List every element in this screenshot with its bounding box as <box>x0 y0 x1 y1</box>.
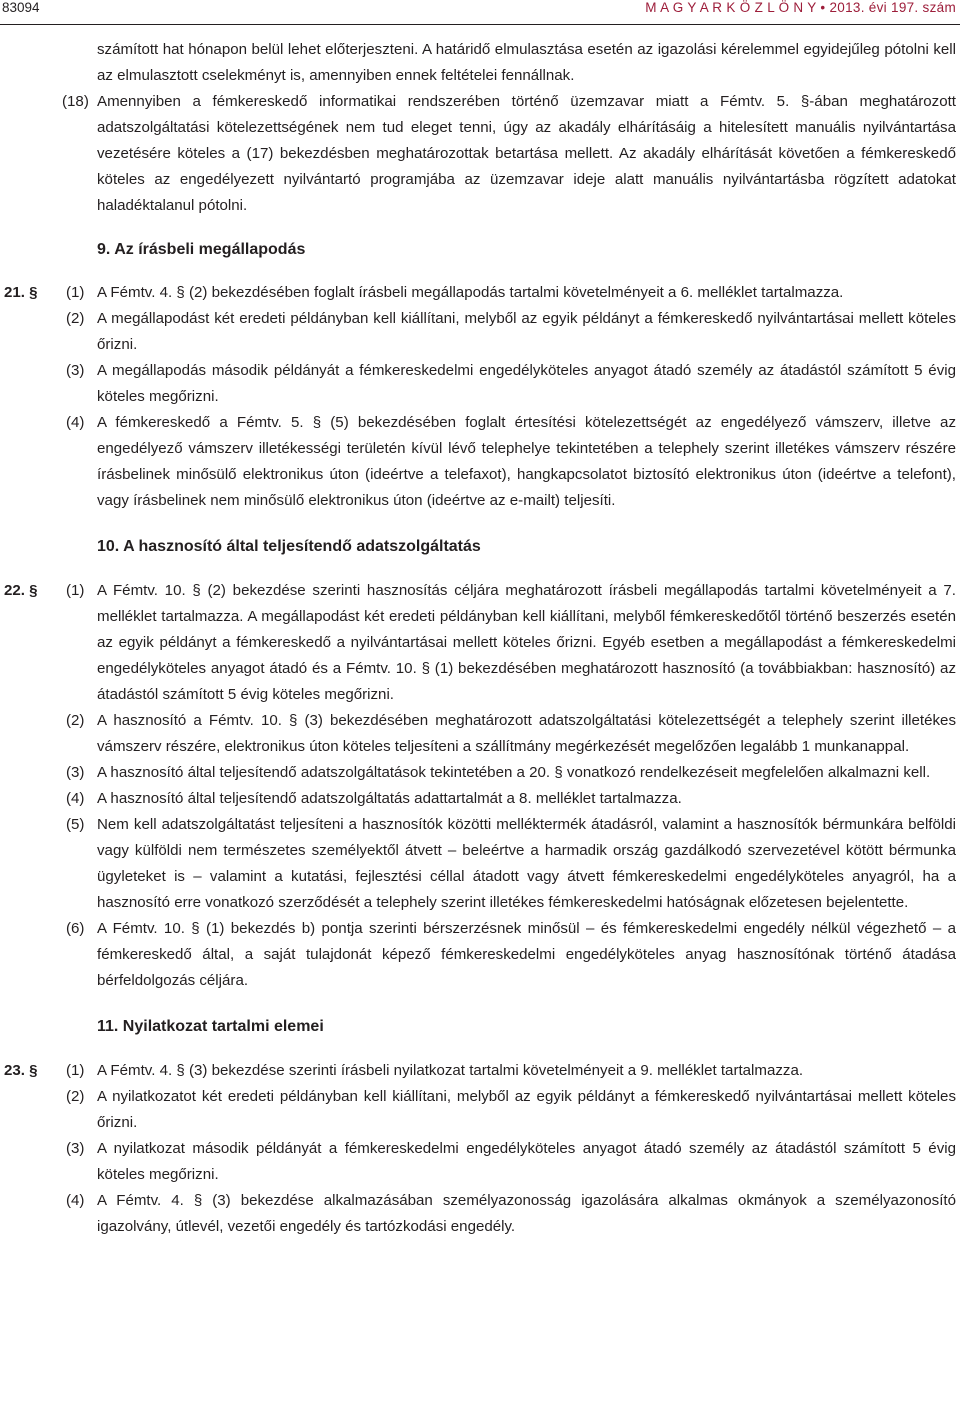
paragraph-number: (2) <box>66 712 85 729</box>
section-22-para-4 <box>0 786 960 812</box>
paragraph-number: (4) <box>66 414 85 431</box>
section-23-para-2 <box>0 1084 960 1136</box>
paragraph-text: A megállapodást két eredeti példányban kell kiállítani, melyből az egyik példányt a fémkereskedő nyilvántartásai mellett köteles őrizni. <box>97 310 956 353</box>
paragraph-number: (3) <box>66 764 85 781</box>
paragraph-text: A Fémtv. 4. § (3) bekezdése szerinti írásbeli nyilatkozat tartalmi követelményeit a 9. melléklet tartalmazza. <box>97 1062 804 1079</box>
paragraph-number: (4) <box>66 790 85 807</box>
paragraph-number: (2) <box>66 1088 85 1105</box>
continuation-paragraph: számított hat hónapon belül lehet előterjeszteni. A határidő elmulasztása esetén az igazolási kérelemmel egyidejűleg pótolni kell az elmulasztott cselekményt is, amennyiben ennek feltételei fennállnak. <box>97 41 956 84</box>
document-body <box>0 37 960 1240</box>
section-23-para-1 <box>0 1058 960 1084</box>
paragraph-text: A Fémtv. 4. § (2) bekezdésében foglalt írásbeli megállapodás tartalmi követelményeit a 6. melléklet tartalmazza. <box>97 284 844 301</box>
paragraph-18 <box>0 89 960 219</box>
page-header <box>0 0 960 26</box>
page-number: 83094 <box>2 0 40 15</box>
section-22-para-1 <box>0 578 960 708</box>
section-number: 23. § <box>4 1062 38 1079</box>
chapter-heading-11: 11. Nyilatkozat tartalmi elemei <box>97 1018 324 1035</box>
paragraph-number: (1) <box>66 582 85 599</box>
header-rule <box>0 24 960 25</box>
section-22-para-2 <box>0 708 960 760</box>
paragraph-text: A megállapodás második példányát a fémkereskedelmi engedélyköteles anyagot átadó személy az átadástól számított 5 évig köteles megőrizni. <box>97 362 956 405</box>
paragraph-text: Amennyiben a fémkereskedő informatikai rendszerében történő üzemzavar miatt a Fémtv. 5. §-ában meghatározott adatszolgáltatási kötelezettségének nem tud eleget tenni, úgy az akadály elhárításáig a hitelesített manuális nyilvántartása vezetésére köteles a (17) bekezdésben meghatározottak betartása mellett. Az akadály elhárítását követően a fémkereskedő köteles az engedélyezett nyilvántartó programjába az üzemzavar ideje alatt manuális nyilvántartásba rögzített adatokat haladéktalanul pótolni. <box>97 93 956 214</box>
section-21-para-2 <box>0 306 960 358</box>
paragraph-number: (2) <box>66 310 85 327</box>
section-21-para-4 <box>0 410 960 514</box>
paragraph-number: (3) <box>66 1140 85 1157</box>
paragraph-text: Nem kell adatszolgáltatást teljesíteni a hasznosítók közötti melléktermék átadásról, valamint a hasznosítók bérmunkára belföldi vagy külföldi nem természetes személyektől átvett – beleértve a harmadik ország gazdálkodó szervezetével kötött bérmunka ügyleteket is – valamint a kutatási, fejlesztési céllal átadott vagy átvett fémkereskedelmi engedélyköteles anyagról, ha a hasznosító erre vonatkozó szerződését a telephely szerint illetékes fémkereskedelmi hatóságnak előzetesen bejelentette. <box>97 816 956 911</box>
paragraph-text: A hasznosító által teljesítendő adatszolgáltatás adattartalmát a 8. melléklet tartalmazza. <box>97 790 682 807</box>
paragraph-text: A nyilatkozatot két eredeti példányban kell kiállítani, melyből az egyik példányt a fémkereskedő nyilvántartásai mellett köteles őrizni. <box>97 1088 956 1131</box>
paragraph-number: (1) <box>66 1062 85 1079</box>
section-number: 21. § <box>4 284 38 301</box>
chapter-heading-10: 10. A hasznosító által teljesítendő adatszolgáltatás <box>97 538 481 555</box>
section-22-para-5 <box>0 812 960 916</box>
paragraph-text: A hasznosító által teljesítendő adatszolgáltatások tekintetében a 20. § vonatkozó rendelkezéseit megfelelően alkalmazni kell. <box>97 764 931 781</box>
paragraph-number: (1) <box>66 284 85 301</box>
journal-title: M A G Y A R K Ö Z L Ö N Y • 2013. évi 197. szám <box>645 0 956 15</box>
paragraph-number: (5) <box>66 816 85 833</box>
paragraph-text: A hasznosító a Fémtv. 10. § (3) bekezdésében meghatározott adatszolgáltatási kötelezettségét a telephely szerint illetékes vámszerv részére, elektronikus úton köteles teljesíteni a szállítmány megérkezését megelőzően legalább 1 munkanappal. <box>97 712 956 755</box>
section-23 <box>0 1058 960 1240</box>
section-22-para-6 <box>0 916 960 994</box>
paragraph-text: A Fémtv. 10. § (2) bekezdése szerinti hasznosítás céljára meghatározott írásbeli megállapodás tartalmi követelményeit a 7. melléklet tartalmazza. A megállapodást két eredeti példányban kell kiállítani, melyből fémkereskedőtől történő beszerzés esetén az egyik példányt a fémkereskedő a nyilvántartásai mellett köteles őrizni. Egyéb esetben a megállapodást a fémkereskedelmi engedélyköteles anyagot átadó és a Fémtv. 10. § (1) bekezdésében meghatározott hasznosító (a továbbiakban: hasznosító) az átadástól számított 5 évig köteles megőrizni. <box>97 582 956 703</box>
paragraph-number: (18) <box>62 93 89 110</box>
section-23-para-4 <box>0 1188 960 1240</box>
paragraph-text: A nyilatkozat második példányát a fémkereskedelmi engedélyköteles anyagot átadó személy az átadástól számított 5 évig köteles megőrizni. <box>97 1140 956 1183</box>
chapter-heading-9: 9. Az írásbeli megállapodás <box>97 241 306 258</box>
section-23-para-3 <box>0 1136 960 1188</box>
section-21 <box>0 280 960 514</box>
section-22 <box>0 578 960 994</box>
paragraph-text: A Fémtv. 10. § (1) bekezdés b) pontja szerinti bérszerzésnek minősül – és fémkereskedelmi engedély nélkül végezhető – a fémkereskedő által, a saját tulajdonát képező fémkereskedelmi engedélyköteles anyag hasznosítónak történő átadása bérfeldolgozás céljára. <box>97 920 956 989</box>
paragraph-number: (6) <box>66 920 85 937</box>
paragraph-text: A fémkereskedő a Fémtv. 5. § (5) bekezdésében foglalt értesítési kötelezettségét az engedélyező vámszerv, illetve az engedélyező vámszerv illetékességi területén kívül lévő telephelye tekintetében a telephely szerint illetékes vámszerv részére írásbelinek minősülő elektronikus úton (ideértve a telefaxot), hangkapcsolatot biztosító elektronikus úton (ideértve a telefont), vagy írásbelinek nem minősülő elektronikus úton (ideértve az e-mailt) teljesíti. <box>97 414 956 509</box>
section-22-para-3 <box>0 760 960 786</box>
section-21-para-1 <box>0 280 960 306</box>
paragraph-text: A Fémtv. 4. § (3) bekezdése alkalmazásában személyazonosság igazolására alkalmas okmányok a személyazonosító igazolvány, útlevél, vezetői engedély és tartózkodási engedély. <box>97 1192 956 1235</box>
paragraph-number: (4) <box>66 1192 85 1209</box>
section-number: 22. § <box>4 582 38 599</box>
paragraph-number: (3) <box>66 362 85 379</box>
section-21-para-3 <box>0 358 960 410</box>
